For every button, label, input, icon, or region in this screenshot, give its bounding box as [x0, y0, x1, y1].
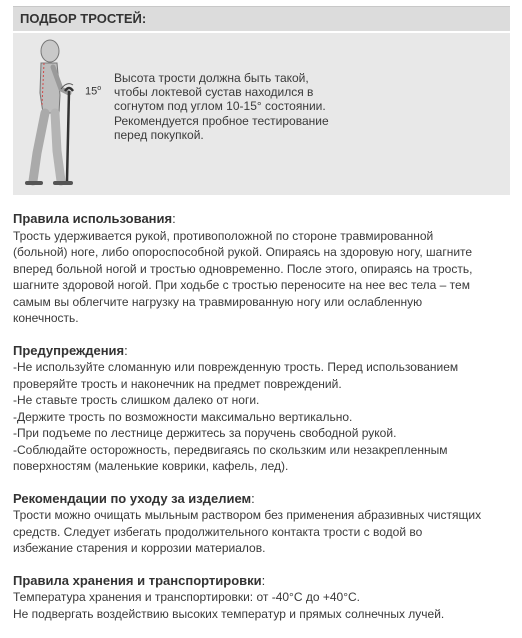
text-line: -Не ставьте трость слишком далеко от ноги.: [13, 393, 260, 407]
warnings-section: [13, 343, 518, 475]
text-line: поверхностям (маленькие коврики, кафель, лед).: [13, 459, 289, 473]
text-line: избежание старения и коррозии материалов.: [13, 541, 266, 555]
section-header: [13, 6, 510, 31]
text-line: шагните здоровой ногой. При ходьбе с тростью переносите на нее вес тела – тем: [13, 278, 470, 292]
angle-label: 15$^o$: [85, 85, 102, 98]
text-line: (больной) ноге, либо опороспособной рукой. Опираясь на здоровую ногу, шагните: [13, 245, 473, 259]
fitting-instructions: [114, 71, 334, 142]
text-line: средств. Следует избегать продолжительного контакта трости с водой во: [13, 524, 423, 539]
section-title: Правила хранения и транспортировки:: [13, 572, 266, 588]
text-line: -Соблюдайте осторожность, передвигаясь по скользким или незакрепленным: [13, 442, 448, 457]
instruction-line: Рекомендуется пробное тестирование: [114, 113, 329, 128]
text-line: -Держите трость по возможности максимально вертикально.: [13, 409, 353, 424]
instructions-body: [13, 211, 518, 638]
cane-fitting-panel: [13, 33, 510, 195]
text-line: самым вы облегчите нагрузку на травмированную ногу или ослабленную: [13, 294, 423, 309]
instruction-line: перед покупкой.: [114, 127, 204, 142]
instruction-line: Высота трости должна быть такой,: [114, 71, 309, 85]
text-line: Не подвергать воздействию высоких температур и прямых солнечных лучей.: [13, 606, 445, 621]
text-line: Трость удерживается рукой, противоположной по стороне травмированной: [13, 228, 434, 243]
storage-rules-section: [13, 573, 518, 623]
text-line: конечность.: [13, 311, 79, 325]
section-title: Рекомендации по уходу за изделием:: [13, 490, 255, 506]
section-title: Правила использования:: [13, 211, 176, 226]
text-line: -Не используйте сломанную или поврежденную трость. Перед использованием: [13, 360, 459, 374]
text-line: проверяйте трость и наконечник на предмет повреждений.: [13, 376, 342, 391]
page-title: ПОДБОР ТРОСТЕЙ:: [20, 11, 147, 26]
instruction-line: чтобы локтевой сустав находился в: [114, 85, 314, 100]
usage-rules-section: [13, 211, 518, 327]
person-with-cane-illustration: [13, 33, 123, 195]
instruction-line: согнутом под углом 10-15° состоянии.: [114, 99, 326, 114]
text-line: -При подъеме по лестнице держитесь за поручень свободной рукой.: [13, 426, 397, 440]
section-title: Предупреждения:: [13, 342, 128, 358]
care-recommendations-section: [13, 491, 518, 557]
text-line: вперед больной ногой и тростью одновременно. После этого, опираясь на трость,: [13, 261, 473, 276]
text-line: Трости можно очищать мыльным раствором без применения абразивных чистящих: [13, 508, 482, 522]
text-line: Температура хранения и транспортировки: от -40°С до +40°С.: [13, 590, 361, 604]
